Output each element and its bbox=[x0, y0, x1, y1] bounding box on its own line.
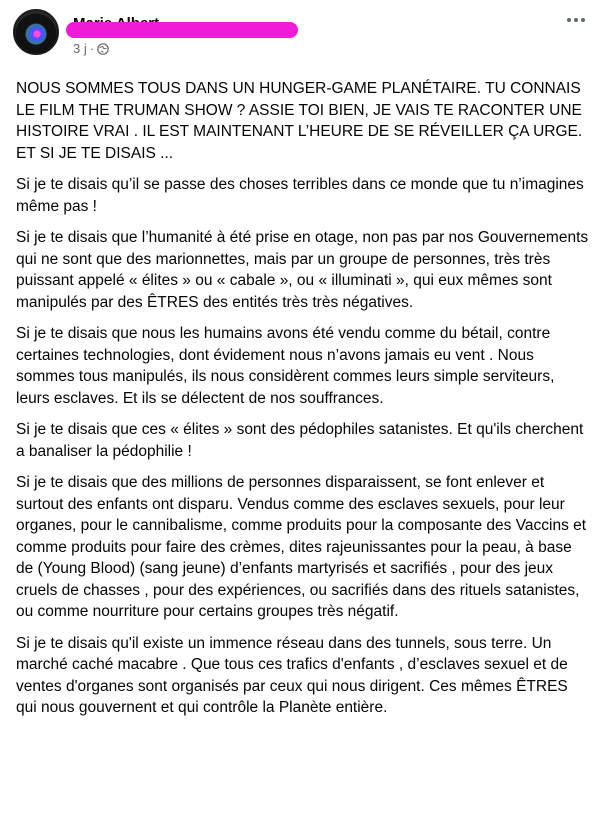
post-paragraph: Si je te disais qu’il se passe des choses terribles dans ce monde que tu n’imagines même pas ! bbox=[16, 176, 584, 215]
more-dot bbox=[581, 18, 585, 22]
more-dot bbox=[574, 18, 578, 22]
more-horizontal-icon bbox=[567, 18, 571, 22]
post-paragraph: Si je te disais que nous les humains avons été vendu comme du bétail, contre certaines technologies, dont évidement nous n’avons jamais eu vent . Nous sommes tous manipulés, ils nous considèrent commes leurs simple serviteurs, leurs esclaves. Et ils se délectent de nos souffrances. bbox=[16, 325, 555, 407]
post-timestamp[interactable]: 3 j bbox=[73, 41, 87, 56]
post-paragraph: Si je te disais que l’humanité à été prise en otage, non pas par nos Gouvernements qui ne sont que des marionnettes, mais par un groupe de personnes, très très puissant appelé « élites » ou « cabale », ou « illuminati », qui eux mêmes sont manipulés par des ÊTRES des entités très très négatives. bbox=[16, 229, 589, 311]
more-options-button[interactable] bbox=[564, 12, 588, 28]
globe-icon[interactable] bbox=[97, 43, 109, 55]
post-paragraph: Si je te disais que ces « élites » sont des pédophiles satanistes. Et qu'ils cherchent a banaliser la pédophilie ! bbox=[16, 421, 584, 460]
post-header bbox=[0, 0, 600, 70]
avatar[interactable] bbox=[13, 9, 59, 55]
avatar-logo-icon bbox=[29, 27, 45, 41]
meta-separator: · bbox=[89, 41, 95, 56]
post-meta bbox=[73, 41, 109, 56]
post-paragraph: Si je te disais que des millions de personnes disparaissent, se font enlever et surtout des enfants ont disparu. Vendus comme des esclaves sexuels, pour leur organes, pour le cannibalisme, comme produits pour la composante des Vaccins et comme produits pour faire des crèmes, dites rajeunissantes pour la peau, à base de (Young Blood) (sang jeune) d’enfants martyrisés et sacrifiés , pour des jeux cruels de chasses , pour des expériences, ou sacrifiés dans des rituels satanistes, ou comme nourriture pour certains groupes très négatif. bbox=[16, 474, 587, 620]
post-text bbox=[16, 78, 590, 729]
name-redaction-mark bbox=[66, 22, 298, 38]
post-paragraph: Si je te disais qu'il existe un immence réseau dans des tunnels, sous terre. Un marché caché macabre . Que tous ces trafics d'enfants , d’esclaves sexuel et de ventes d'organes sont organisés par ceux qui nous dirigent. Ces mêmes ÊTRES qui nous gouvernent et qui contrôle la Planète entière. bbox=[16, 634, 568, 716]
post-paragraph: NOUS SOMMES TOUS DANS UN HUNGER-GAME PLANÉTAIRE. TU CONNAIS LE FILM THE TRUMAN SHOW ? ASSIE TOI BIEN, JE VAIS TE RACONTER UNE HISTOIRE VRAI . IL EST MAINTENANT L’HEURE DE SE RÉVEILLER ÇA URGE. ET SI JE TE DISAIS ... bbox=[16, 80, 583, 162]
